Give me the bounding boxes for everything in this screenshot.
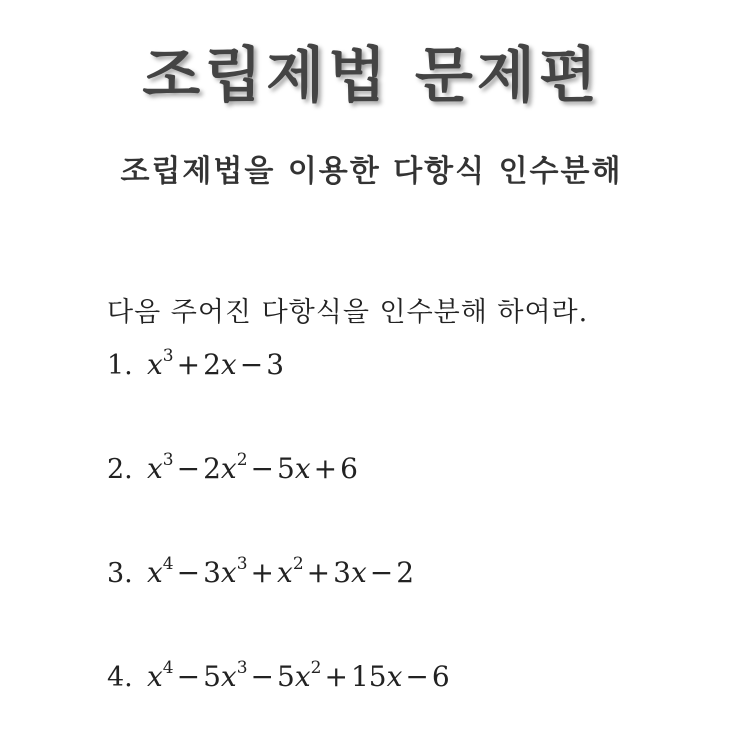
coefficient: 2 — [203, 452, 221, 485]
variable: x — [147, 452, 163, 485]
variable: x — [220, 556, 237, 589]
exponent: 4 — [162, 658, 174, 678]
coefficient: 15 — [350, 660, 387, 693]
coefficient: 3 — [203, 556, 221, 589]
operator: + — [250, 556, 275, 589]
variable: x — [220, 348, 237, 381]
coefficient: 5 — [203, 660, 221, 693]
exponent: 3 — [162, 346, 174, 366]
polynomial-expression — [147, 452, 358, 485]
instruction-text: 다음 주어진 다항식을 인수분해 하여라. — [107, 297, 589, 328]
operator: − — [176, 660, 201, 693]
operator: − — [239, 348, 264, 381]
coefficient: 6 — [340, 452, 358, 485]
operator: + — [306, 556, 331, 589]
variable: x — [277, 556, 293, 589]
operator: + — [313, 452, 338, 485]
coefficient: 6 — [431, 660, 450, 693]
exponent: 3 — [236, 658, 248, 678]
variable: x — [220, 660, 237, 693]
coefficient: 5 — [277, 452, 295, 485]
page-title: 조립제법 문제편 — [142, 41, 601, 111]
operator: + — [324, 660, 348, 693]
exponent: 4 — [162, 554, 174, 574]
variable: x — [294, 660, 311, 693]
problem-item — [107, 556, 414, 589]
polynomial-expression — [147, 348, 284, 381]
coefficient: 5 — [277, 660, 295, 693]
problem-number: 1. — [107, 350, 133, 381]
operator: − — [250, 660, 275, 693]
problem-number: 3. — [107, 558, 133, 589]
page-subtitle: 조립제법을 이용한 다항식 인수분해 — [120, 154, 623, 189]
coefficient: 2 — [203, 348, 221, 381]
coefficient: 3 — [266, 348, 285, 381]
exponent: 2 — [310, 658, 322, 678]
coefficient: 2 — [396, 556, 415, 589]
operator: − — [176, 556, 201, 589]
coefficient: 3 — [333, 556, 351, 589]
variable: x — [294, 452, 311, 485]
variable: x — [220, 452, 237, 485]
exponent: 2 — [292, 554, 304, 574]
problem-number: 2. — [107, 454, 133, 485]
operator: − — [369, 556, 394, 589]
variable: x — [147, 348, 163, 381]
polynomial-expression — [147, 660, 450, 693]
variable: x — [386, 660, 403, 693]
polynomial-expression — [147, 556, 414, 589]
variable: x — [147, 660, 163, 693]
problem-item — [107, 452, 358, 485]
problem-item — [107, 348, 284, 381]
exponent: 2 — [236, 450, 248, 470]
operator: − — [405, 660, 429, 693]
exponent: 3 — [162, 450, 174, 470]
variable: x — [350, 556, 367, 589]
problem-number: 4. — [107, 662, 133, 693]
operator: + — [176, 348, 201, 381]
operator: − — [250, 452, 275, 485]
variable: x — [147, 556, 163, 589]
exponent: 3 — [236, 554, 248, 574]
problem-item — [107, 660, 450, 693]
operator: − — [176, 452, 201, 485]
